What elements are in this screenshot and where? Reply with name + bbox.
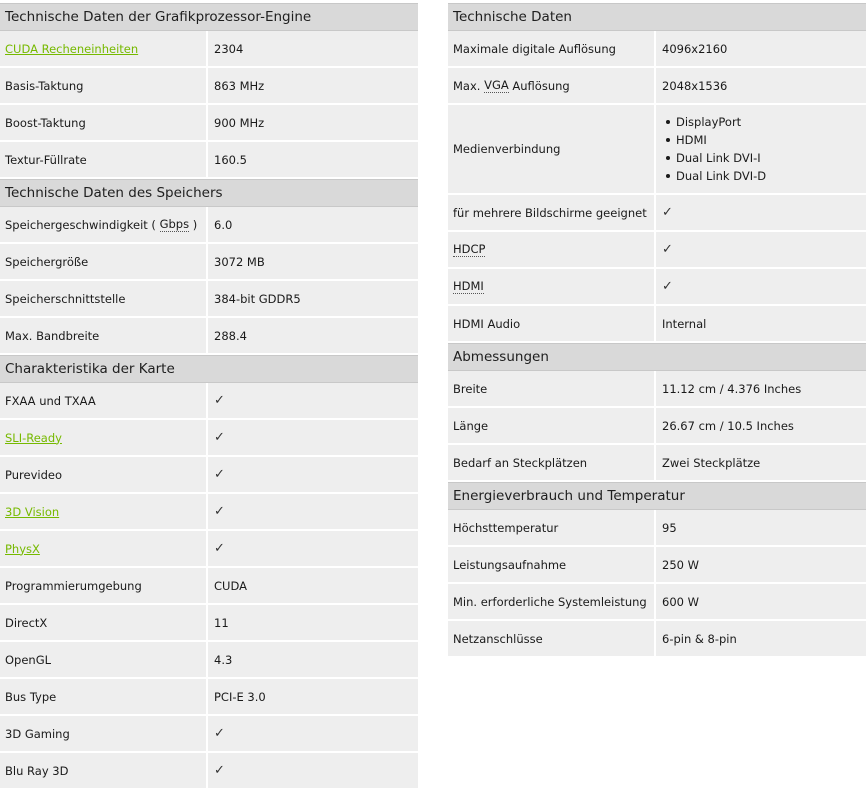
spec-value: 6-pin & 8-pin [662,631,737,646]
spec-value [208,494,418,529]
spec-label: Programmierumgebung [0,568,208,603]
spec-label [448,269,656,304]
spec-label: Leistungsaufnahme [448,547,656,582]
spec-label: Max. Bandbreite [0,318,208,353]
vga-abbreviation: VGA [484,78,509,92]
spec-label: Purevideo [0,457,208,492]
checkmark-icon: ✓ [214,504,225,519]
section-header-dimensions: Abmessungen [448,343,866,371]
spec-label: Textur-Füllrate [0,142,208,177]
spec-row-programming-environment [0,568,418,605]
spec-value: 600 W [662,594,699,609]
spec-value: 6.0 [214,217,233,232]
spec-row-fxaa-txaa [0,383,418,420]
spec-value: CUDA [214,578,247,593]
spec-value [208,420,418,455]
section-header-power-temperature: Energieverbrauch und Temperatur [448,482,866,510]
spec-value [208,531,418,566]
spec-label: 3D Gaming [0,716,208,751]
checkmark-icon: ✓ [214,393,225,408]
spec-value: 160.5 [214,152,247,167]
section-header-memory: Technische Daten des Speichers [0,179,418,207]
spec-row-width [448,371,866,408]
sli-ready-link[interactable]: SLI-Ready [5,430,62,445]
section-header-technical-data: Technische Daten [448,3,866,31]
memory-speed-label-post: ) [189,217,198,232]
spec-row-length [448,408,866,445]
checkmark-icon: ✓ [214,467,225,482]
spec-value: 250 W [662,557,699,572]
vga-label-pre: Max. [453,78,485,93]
spec-label: Breite [448,371,656,406]
spec-row-power-connectors [448,621,866,658]
spec-value [208,457,418,492]
spec-value: 11 [214,615,229,630]
checkmark-icon: ✓ [662,205,673,220]
spec-label: Min. erforderliche Systemleistung [448,584,656,619]
checkmark-icon: ✓ [662,242,673,257]
spec-value [656,105,866,193]
spec-value [656,195,866,230]
spec-row-memory-interface [0,281,418,318]
spec-label: Speicherschnittstelle [0,281,208,316]
spec-label: Boost-Taktung [0,105,208,140]
spec-label: Blu Ray 3D [0,753,208,788]
spec-label [0,494,208,529]
list-item: HDMI [676,131,766,149]
spec-row-directx [0,605,418,642]
spec-label: Speichergröße [0,244,208,279]
spec-label [0,420,208,455]
spec-row-power-draw [448,547,866,584]
spec-label: Höchsttemperatur [448,510,656,545]
vga-label-post: Auflösung [508,78,570,93]
media-connection-list [662,113,766,185]
spec-label: OpenGL [0,642,208,677]
spec-value [208,716,418,751]
section-header-engine: Technische Daten der Grafikprozessor-Engine [0,3,418,31]
spec-label: HDMI Audio [448,306,656,341]
hdcp-abbreviation: HDCP [453,242,486,256]
spec-value [208,753,418,788]
spec-label [448,68,656,103]
spec-label: Maximale digitale Auflösung [448,31,656,66]
spec-label: DirectX [0,605,208,640]
spec-value: PCI-E 3.0 [214,689,266,704]
spec-row-3d-vision [0,494,418,531]
spec-row-cuda-cores [0,31,418,68]
spec-value: 4.3 [214,652,233,667]
right-spec-column [448,3,866,658]
spec-value: 2048x1536 [662,78,728,93]
gbps-abbreviation: Gbps [159,217,190,231]
spec-label: Länge [448,408,656,443]
spec-row-purevideo [0,457,418,494]
spec-row-max-digital-resolution [448,31,866,68]
spec-value: 2304 [214,41,244,56]
spec-row-hdmi-audio [448,306,866,343]
spec-value: Zwei Steckplätze [662,455,761,470]
spec-value: Internal [662,316,707,331]
left-spec-column [0,3,418,790]
spec-row-bus-type [0,679,418,716]
3d-vision-link[interactable]: 3D Vision [5,504,60,519]
spec-value [656,232,866,267]
hdmi-abbreviation: HDMI [453,279,484,293]
spec-row-memory-size [0,244,418,281]
spec-value [208,383,418,418]
spec-row-sli-ready [0,420,418,457]
physx-link[interactable]: PhysX [5,541,40,556]
spec-label: Bedarf an Steckplätzen [448,445,656,480]
spec-value: 288.4 [214,328,247,343]
spec-row-3d-gaming [0,716,418,753]
spec-row-max-bandwidth [0,318,418,355]
section-header-card-features: Charakteristika der Karte [0,355,418,383]
memory-speed-label-pre: Speichergeschwindigkeit ( [5,217,160,232]
spec-row-slot-requirement [448,445,866,482]
checkmark-icon: ✓ [662,279,673,294]
spec-row-base-clock [0,68,418,105]
checkmark-icon: ✓ [214,763,225,778]
spec-row-opengl [0,642,418,679]
spec-row-media-connection [448,105,866,195]
spec-row-max-vga-resolution [448,68,866,105]
spec-row-blu-ray-3d [0,753,418,790]
list-item: Dual Link DVI-D [676,169,767,183]
spec-label [448,232,656,267]
spec-label [0,531,208,566]
spec-row-hdcp [448,232,866,269]
spec-label: für mehrere Bildschirme geeignet [448,195,656,230]
spec-row-physx [0,531,418,568]
spec-value: 26.67 cm / 10.5 Inches [662,418,794,433]
spec-label: Netzanschlüsse [448,621,656,656]
spec-label: Bus Type [0,679,208,714]
spec-row-hdmi [448,269,866,306]
checkmark-icon: ✓ [214,726,225,741]
spec-label: FXAA und TXAA [0,383,208,418]
checkmark-icon: ✓ [214,430,225,445]
spec-row-texture-fill-rate [0,142,418,179]
spec-value: 4096x2160 [662,41,728,56]
cuda-cores-link[interactable]: CUDA Recheneinheiten [5,41,139,56]
list-item: DisplayPort [676,113,766,131]
spec-row-memory-speed [0,207,418,244]
spec-value: 900 MHz [214,115,265,130]
checkmark-icon: ✓ [214,541,225,556]
spec-row-min-system-power [448,584,866,621]
spec-value: 3072 MB [214,254,265,269]
spec-label: Medienverbindung [448,105,656,193]
spec-value: 95 [662,520,677,535]
spec-row-boost-clock [0,105,418,142]
spec-value: 863 MHz [214,78,265,93]
spec-value [656,269,866,304]
spec-label: Basis-Taktung [0,68,208,103]
spec-value: 11.12 cm / 4.376 Inches [662,381,802,396]
spec-row-max-temperature [448,510,866,547]
spec-value: 384-bit GDDR5 [214,291,301,306]
spec-label [0,207,208,242]
spec-label [0,31,208,66]
spec-row-multi-display [448,195,866,232]
list-item: Dual Link DVI-I [676,149,766,167]
